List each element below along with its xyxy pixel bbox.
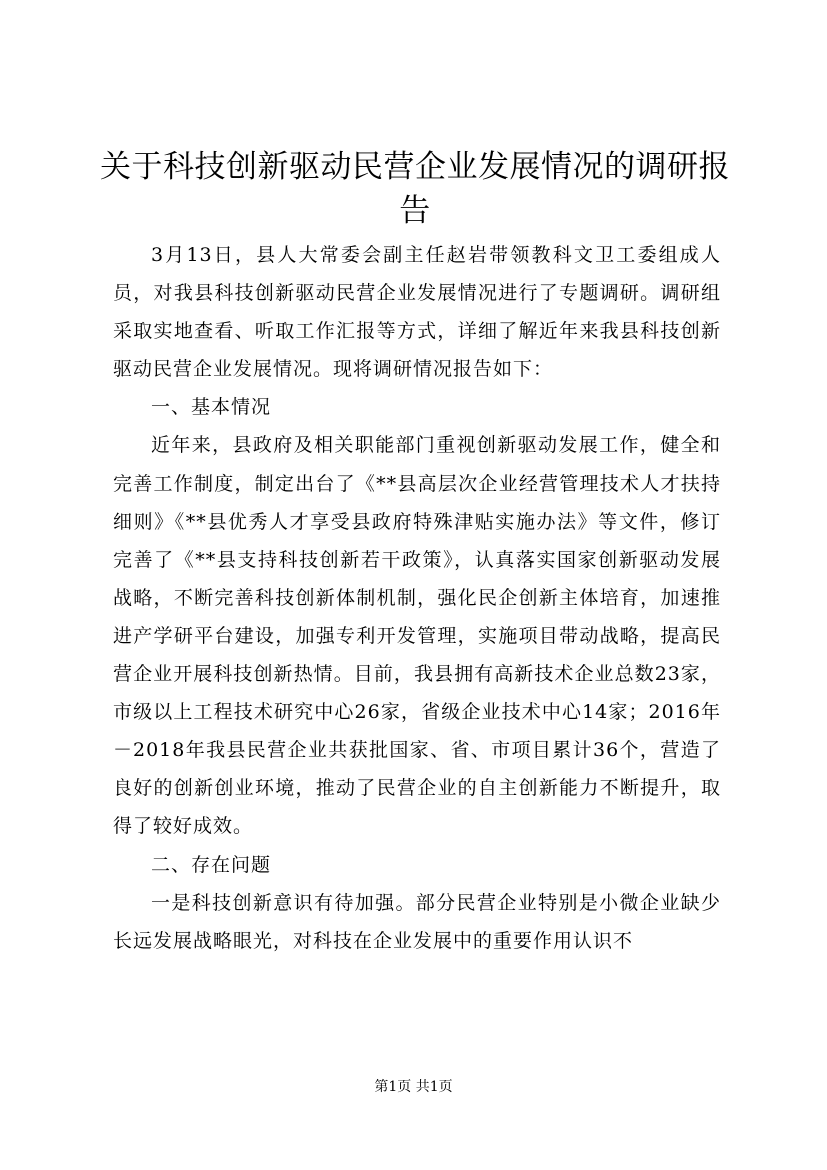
paragraph-basic-situation: 近年来，县政府及相关职能部门重视创新驱动发展工作，健全和完善工作制度，制定出台了《**县高层次企业经营管理技术人才扶持细则》《**县优秀人才享受县政府特殊津贴实施办法》等文件，修订完善了《**县支持科技创新若干政策》，认真落实国家创新驱动发展战略，不断完善科技创新体制机制，强化民企创新主体培育，加速推进产学研平台建设，加强专利开发管理，实施项目带动战略，提高民营企业开展科技创新热情。目前，我县拥有高新技术企业总数23家，市级以上工程技术研究中心26家，省级企业技术中心14家；2016年－2018年我县民营企业共获批国家、省、市项目累计36个，营造了良好的创新创业环境，推动了民营企业的自主创新能力不断提升，取得了较好成效。	[113, 434, 721, 838]
paragraph-intro: 3月13日，县人大常委会副主任赵岩带领教科文卫工委组成人员，对我县科技创新驱动民营企业发展情况进行了专题调研。调研组采取实地查看、听取工作汇报等方式，详细了解近年来我县科技创新驱动民营企业发展情况。现将调研情况报告如下：	[113, 244, 721, 381]
document-body	[113, 236, 721, 960]
paragraph-problems: 一是科技创新意识有待加强。部分民营企业特别是小微企业缺少长远发展战略眼光，对科技在企业发展中的重要作用认识不	[113, 891, 721, 952]
document-title: 关于科技创新驱动民营企业发展情况的调研报告	[100, 149, 730, 229]
section-heading-basic-situation: 一、基本情况	[151, 396, 272, 419]
section-heading-problems: 二、存在问题	[151, 853, 272, 876]
page-footer: 第1页 共1页	[374, 1079, 453, 1095]
